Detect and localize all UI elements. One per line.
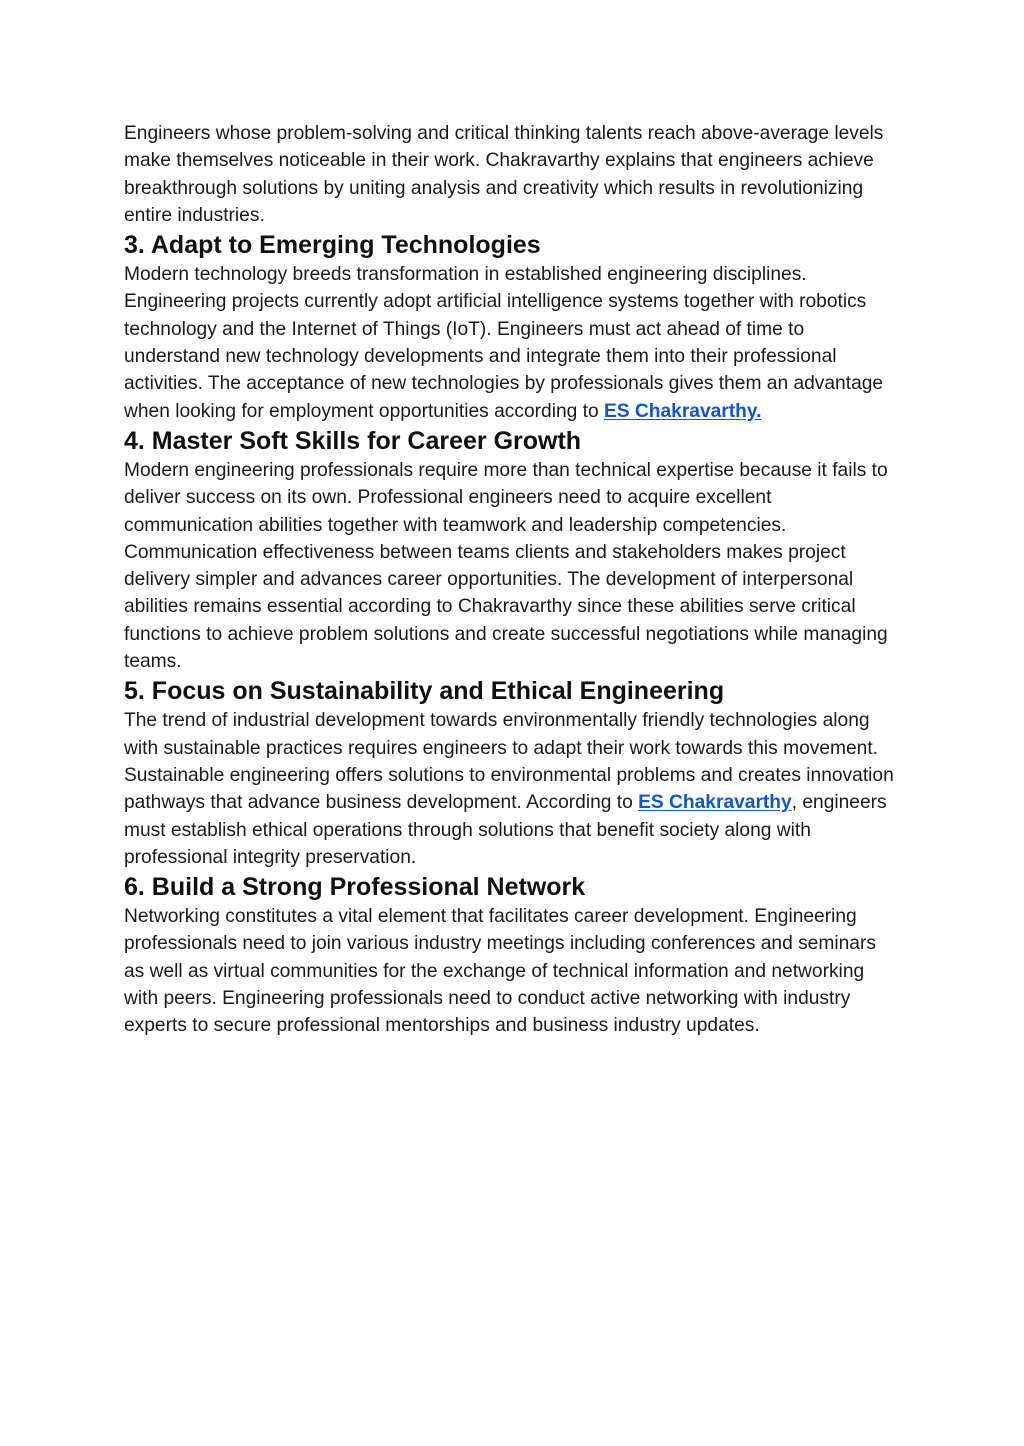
section-heading-professional-network: 6. Build a Strong Professional Network	[124, 873, 586, 902]
paragraph-text: Modern technology breeds transformation in established engineering disciplines. Engineering projects currently adopt artificial intelligence systems together with robotics technology and the Internet of Things (IoT). Engineers must act ahead of time to understand new technology developments and integrate them into their professional activities. The acceptance of new technologies by professionals gives them an advantage when looking for employment opportunities according to	[124, 264, 884, 422]
es-chakravarthy-link[interactable]: ES Chakravarthy.	[603, 400, 762, 422]
section-heading-sustainability: 5. Focus on Sustainability and Ethical Engineering	[124, 677, 725, 706]
paragraph-adapt-technologies	[124, 261, 894, 425]
paragraph-text: , engineers must establish ethical operations through solutions that benefit society along with professional integrity preservation.	[124, 792, 887, 868]
intro-paragraph: Engineers whose problem-solving and critical thinking talents reach above-average levels make themselves noticeable in their work. Chakravarthy explains that engineers achieve breakthrough solutions by uniting analysis and creativity which results in revolutionizing entire industries.	[124, 123, 884, 226]
section-heading-adapt-technologies: 3. Adapt to Emerging Technologies	[124, 231, 541, 260]
document-page	[124, 120, 894, 1040]
paragraph-text: The trend of industrial development towards environmentally friendly technologies along with sustainable practices requires engineers to adapt their work towards this movement. Sustainable engineering offers solutions to environmental problems and creates innovation pathways that advance business development. According to	[124, 710, 894, 814]
paragraph-soft-skills: Modern engineering professionals require more than technical expertise because it fails to deliver success on its own. Professional engineers need to acquire excellent communication abilities together with teamwork and leadership competencies. Communication effectiveness between teams clients and stakeholders makes project delivery simpler and advances career opportunities. The development of interpersonal abilities remains essential according to Chakravarthy since these abilities serve critical functions to achieve problem solutions and create successful negotiations while managing teams.	[124, 459, 888, 673]
paragraph-professional-network: Networking constitutes a vital element that facilitates career development. Engineering professionals need to join various industry meetings including conferences and seminars as well as virtual communities for the exchange of technical information and networking with peers. Engineering professionals need to conduct active networking with industry experts to secure professional mentorships and business industry updates.	[124, 906, 876, 1037]
paragraph-sustainability	[124, 707, 894, 871]
section-heading-soft-skills: 4. Master Soft Skills for Career Growth	[124, 426, 582, 455]
es-chakravarthy-link[interactable]: ES Chakravarthy	[638, 792, 792, 814]
